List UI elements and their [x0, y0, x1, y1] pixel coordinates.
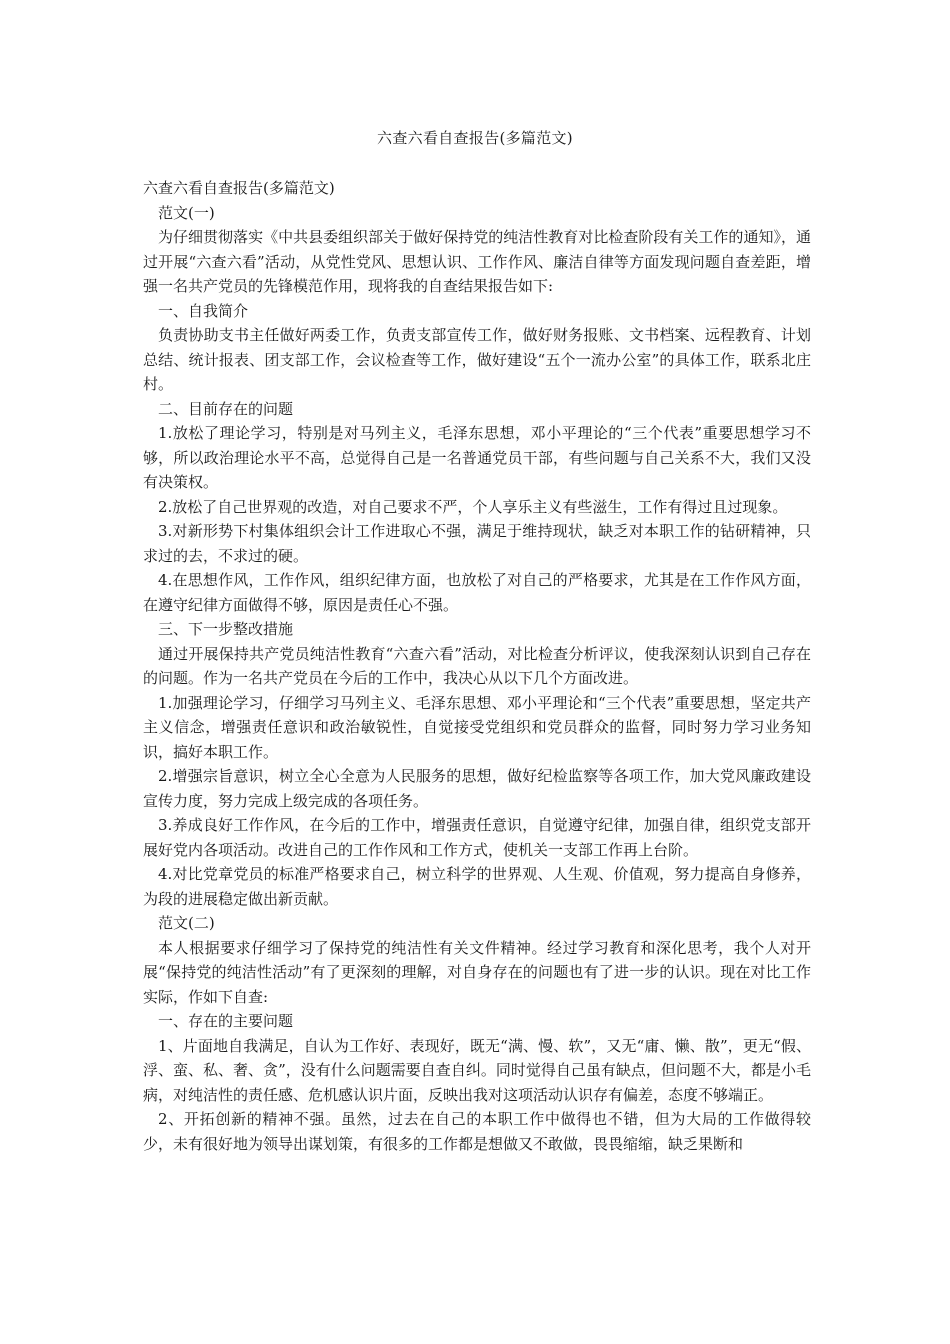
paragraph: 通过开展保持共产党员纯洁性教育“六查六看”活动，对比检查分析评议，使我深刻认识到自己存在的问题。作为一名共产党员在今后的工作中，我决心从以下几个方面改进。	[143, 644, 811, 687]
paragraph: 1、片面地自我满足，自认为工作好、表现好，既无“满、慢、软”，又无“庸、懒、散”，更无“假、浮、蛮、私、奢、贪”，没有什么问题需要自查自纠。同时觉得自己虽有缺点，但问题不大，都是小毛病，对纯洁性的责任感、危机感认识片面，反映出我对这项活动认识存有偏差，态度不够端正。	[143, 1036, 811, 1104]
paragraph: 六查六看自查报告(多篇范文)	[143, 179, 335, 197]
paragraph: 1.加强理论学习，仔细学习马列主义、毛泽东思想、邓小平理论和“三个代表”重要思想，坚定共产主义信念，增强责任意识和政治敏锐性，自觉接受党组织和党员群众的监督，同时努力学习业务知识，搞好本职工作。	[143, 693, 811, 761]
paragraph: 三、下一步整改措施	[158, 620, 294, 638]
paragraph: 2.放松了自己世界观的改造，对自己要求不严，个人享乐主义有些滋生，工作有得过且过现象。	[158, 497, 788, 516]
document-title: 六查六看自查报告(多篇范文)	[377, 129, 573, 147]
paragraph: 一、存在的主要问题	[158, 1012, 294, 1030]
paragraph: 本人根据要求仔细学习了保持党的纯洁性有关文件精神。经过学习教育和深化思考，我个人对开展“保持党的纯洁性活动”有了更深刻的理解，对自身存在的问题也有了进一步的认识。现在对比工作实际，作如下自查:	[143, 938, 811, 1006]
paragraph: 一、自我简介	[158, 301, 249, 320]
paragraph: 范文(二)	[158, 914, 215, 932]
document-body	[143, 176, 811, 1156]
paragraph: 2.增强宗旨意识，树立全心全意为人民服务的思想，做好纪检监察等各项工作，加大党风廉政建设宣传力度，努力完成上级完成的各项任务。	[143, 767, 811, 810]
paragraph: 2、开拓创新的精神不强。虽然，过去在自己的本职工作中做得也不错，但为大局的工作做得较少，未有很好地为领导出谋划策，有很多的工作都是想做又不敢做，畏畏缩缩，缺乏果断和	[143, 1110, 811, 1153]
paragraph: 4.对比党章党员的标准严格要求自己，树立科学的世界观、人生观、价值观，努力提高自身修养，为段的进展稳定做出新贡献。	[143, 865, 811, 908]
paragraph: 为仔细贯彻落实《中共县委组织部关于做好保持党的纯洁性教育对比检查阶段有关工作的通知》，通过开展“六查六看”活动，从党性党风、思想认识、工作作风、廉洁自律等方面发现问题自查差距，增强一名共产党员的先锋模范作用，现将我的自查结果报告如下:	[143, 228, 811, 295]
paragraph: 3.对新形势下村集体组织会计工作进取心不强，满足于维持现状，缺乏对本职工作的钻研精神，只求过的去，不求过的硬。	[143, 522, 811, 565]
paragraph: 范文(一)	[158, 203, 215, 222]
paragraph: 3.养成良好工作作风，在今后的工作中，增强责任意识，自觉遵守纪律，加强自律，组织党支部开展好党内各项活动。改进自己的工作作风和工作方式，使机关一支部工作再上台阶。	[143, 816, 811, 859]
paragraph: 负责协助支书主任做好两委工作，负责支部宣传工作，做好财务报账、文书档案、远程教育、计划总结、统计报表、团支部工作，会议检查等工作，做好建设“五个一流办公室”的具体工作，联系北庄村。	[143, 326, 811, 393]
paragraph: 二、目前存在的问题	[158, 399, 294, 418]
paragraph: 4.在思想作风，工作作风，组织纪律方面，也放松了对自己的严格要求，尤其是在工作作风方面，在遵守纪律方面做得不够，原因是责任心不强。	[143, 571, 811, 614]
paragraph: 1.放松了理论学习，特别是对马列主义，毛泽东思想，邓小平理论的“三个代表”重要思想学习不够，所以政治理论水平不高，总觉得自己是一名普通党员干部，有些问题与自己关系不大，我们又没有决策权。	[143, 424, 811, 491]
